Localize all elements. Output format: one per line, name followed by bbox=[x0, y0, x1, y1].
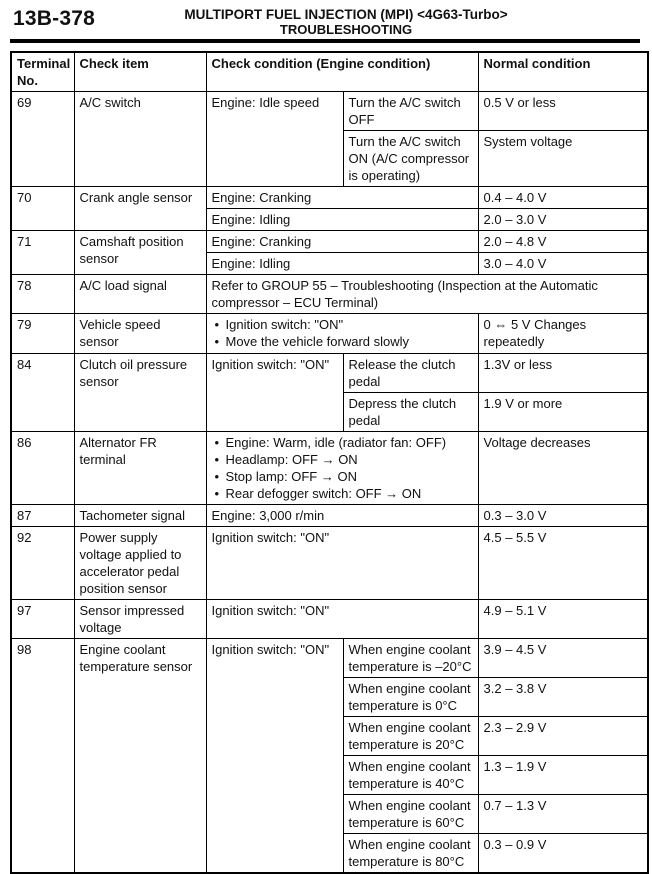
terminal-cell: 79 bbox=[11, 314, 74, 354]
normal-condition-cell: 3.0 – 4.0 V bbox=[478, 253, 648, 275]
sub-condition-cell: When engine coolant temperature is 0°C bbox=[343, 678, 478, 717]
sub-condition-cell: Turn the A/C switch OFF bbox=[343, 92, 478, 131]
terminal-cell: 92 bbox=[11, 527, 74, 600]
check-condition-cell: Engine: 3,000 r/min bbox=[206, 505, 478, 527]
normal-condition-cell: 2.0 – 4.8 V bbox=[478, 231, 648, 253]
header-normal-condition: Normal condition bbox=[478, 52, 648, 92]
check-item-cell: Clutch oil pressure sensor bbox=[74, 354, 206, 432]
table-row bbox=[11, 187, 648, 209]
check-condition-cell: Engine: Idle speed bbox=[206, 92, 343, 187]
sub-condition-cell: When engine coolant temperature is 80°C bbox=[343, 834, 478, 874]
header-check-condition: Check condition (Engine condition) bbox=[206, 52, 478, 92]
table-row bbox=[11, 231, 648, 253]
bullet-item: • Rear defogger switch: OFF → ON bbox=[212, 485, 475, 502]
terminal-cell: 97 bbox=[11, 600, 74, 639]
normal-condition-cell: Voltage decreases bbox=[478, 432, 648, 505]
check-item-cell: A/C load signal bbox=[74, 275, 206, 314]
normal-condition-cell: 3.2 – 3.8 V bbox=[478, 678, 648, 717]
normal-condition-cell: 0.3 – 0.9 V bbox=[478, 834, 648, 874]
sub-condition-cell: Depress the clutch pedal bbox=[343, 393, 478, 432]
page-header bbox=[0, 0, 652, 39]
terminal-voltage-table bbox=[10, 51, 649, 874]
page-title: MULTIPORT FUEL INJECTION (MPI) <4G63-Turbo> bbox=[184, 7, 508, 22]
check-condition-cell bbox=[206, 314, 478, 354]
header-rule bbox=[10, 39, 640, 43]
terminal-cell: 70 bbox=[11, 187, 74, 231]
check-item-cell: Crank angle sensor bbox=[74, 187, 206, 231]
sub-condition-cell: When engine coolant temperature is 20°C bbox=[343, 717, 478, 756]
check-item-cell: Camshaft position sensor bbox=[74, 231, 206, 275]
check-item-cell: Engine coolant temperature sensor bbox=[74, 639, 206, 874]
bullet-item: • Stop lamp: OFF → ON bbox=[212, 468, 475, 485]
check-item-cell: Tachometer signal bbox=[74, 505, 206, 527]
bullet-item: • Move the vehicle forward slowly bbox=[212, 333, 475, 350]
check-condition-cell: Engine: Cranking bbox=[206, 231, 478, 253]
check-condition-cell: Ignition switch: "ON" bbox=[206, 600, 478, 639]
check-item-cell: Power supply voltage applied to accelerator pedal position sensor bbox=[74, 527, 206, 600]
table-row bbox=[11, 354, 648, 393]
table-row bbox=[11, 275, 648, 314]
normal-condition-cell: 0.5 V or less bbox=[478, 92, 648, 131]
normal-condition-cell: 1.9 V or more bbox=[478, 393, 648, 432]
page-subtitle: TROUBLESHOOTING bbox=[279, 22, 413, 37]
normal-condition-cell: 0.4 – 4.0 V bbox=[478, 187, 648, 209]
terminal-cell: 87 bbox=[11, 505, 74, 527]
table-row bbox=[11, 432, 648, 505]
terminal-cell: 84 bbox=[11, 354, 74, 432]
sub-condition-cell: When engine coolant temperature is 40°C bbox=[343, 756, 478, 795]
sub-condition-cell: Release the clutch pedal bbox=[343, 354, 478, 393]
header-check-item: Check item bbox=[74, 52, 206, 92]
normal-condition-cell: 4.9 – 5.1 V bbox=[478, 600, 648, 639]
normal-condition-cell: 4.5 – 5.5 V bbox=[478, 527, 648, 600]
terminal-cell: 86 bbox=[11, 432, 74, 505]
sub-condition-cell: When engine coolant temperature is 60°C bbox=[343, 795, 478, 834]
bullet-item: • Engine: Warm, idle (radiator fan: OFF) bbox=[212, 434, 475, 451]
check-condition-cell: Ignition switch: "ON" bbox=[206, 527, 478, 600]
normal-condition-cell: System voltage bbox=[478, 131, 648, 187]
check-condition-cell: Ignition switch: "ON" bbox=[206, 639, 343, 874]
normal-condition-cell: 2.0 – 3.0 V bbox=[478, 209, 648, 231]
sub-condition-cell: Turn the A/C switch ON (A/C compressor is operating) bbox=[343, 131, 478, 187]
table-row bbox=[11, 314, 648, 354]
normal-condition-cell: 0.7 – 1.3 V bbox=[478, 795, 648, 834]
normal-condition-cell: 1.3V or less bbox=[478, 354, 648, 393]
normal-condition-cell: 3.9 – 4.5 V bbox=[478, 639, 648, 678]
check-item-cell: Sensor impressed voltage bbox=[74, 600, 206, 639]
table-row bbox=[11, 639, 648, 678]
table-header-row bbox=[11, 52, 648, 92]
header-terminal: Terminal No. bbox=[11, 52, 74, 92]
bullet-item: • Headlamp: OFF → ON bbox=[212, 451, 475, 468]
terminal-cell: 78 bbox=[11, 275, 74, 314]
reference-note-cell: Refer to GROUP 55 – Troubleshooting (Inspection at the Automatic compressor – ECU Terminal) bbox=[206, 275, 648, 314]
table-row bbox=[11, 600, 648, 639]
check-condition-cell: Engine: Cranking bbox=[206, 187, 478, 209]
table-row bbox=[11, 505, 648, 527]
table-row bbox=[11, 527, 648, 600]
check-item-cell: Alternator FR terminal bbox=[74, 432, 206, 505]
terminal-cell: 71 bbox=[11, 231, 74, 275]
check-condition-cell: Ignition switch: "ON" bbox=[206, 354, 343, 432]
check-condition-cell: Engine: Idling bbox=[206, 253, 478, 275]
sub-condition-cell: When engine coolant temperature is –20°C bbox=[343, 639, 478, 678]
check-condition-cell bbox=[206, 432, 478, 505]
check-item-cell: Vehicle speed sensor bbox=[74, 314, 206, 354]
check-item-cell: A/C switch bbox=[74, 92, 206, 187]
normal-condition-cell: 0.3 – 3.0 V bbox=[478, 505, 648, 527]
terminal-cell: 98 bbox=[11, 639, 74, 874]
normal-condition-cell: 1.3 – 1.9 V bbox=[478, 756, 648, 795]
terminal-cell: 69 bbox=[11, 92, 74, 187]
normal-condition-cell: 2.3 – 2.9 V bbox=[478, 717, 648, 756]
normal-condition-cell: 0 ⇔ 5 V Changes repeatedly bbox=[478, 314, 648, 354]
check-condition-cell: Engine: Idling bbox=[206, 209, 478, 231]
page-number: 13B-378 bbox=[13, 7, 95, 30]
table-row bbox=[11, 92, 648, 131]
bullet-item: • Ignition switch: "ON" bbox=[212, 316, 475, 333]
header-titles bbox=[52, 7, 640, 37]
